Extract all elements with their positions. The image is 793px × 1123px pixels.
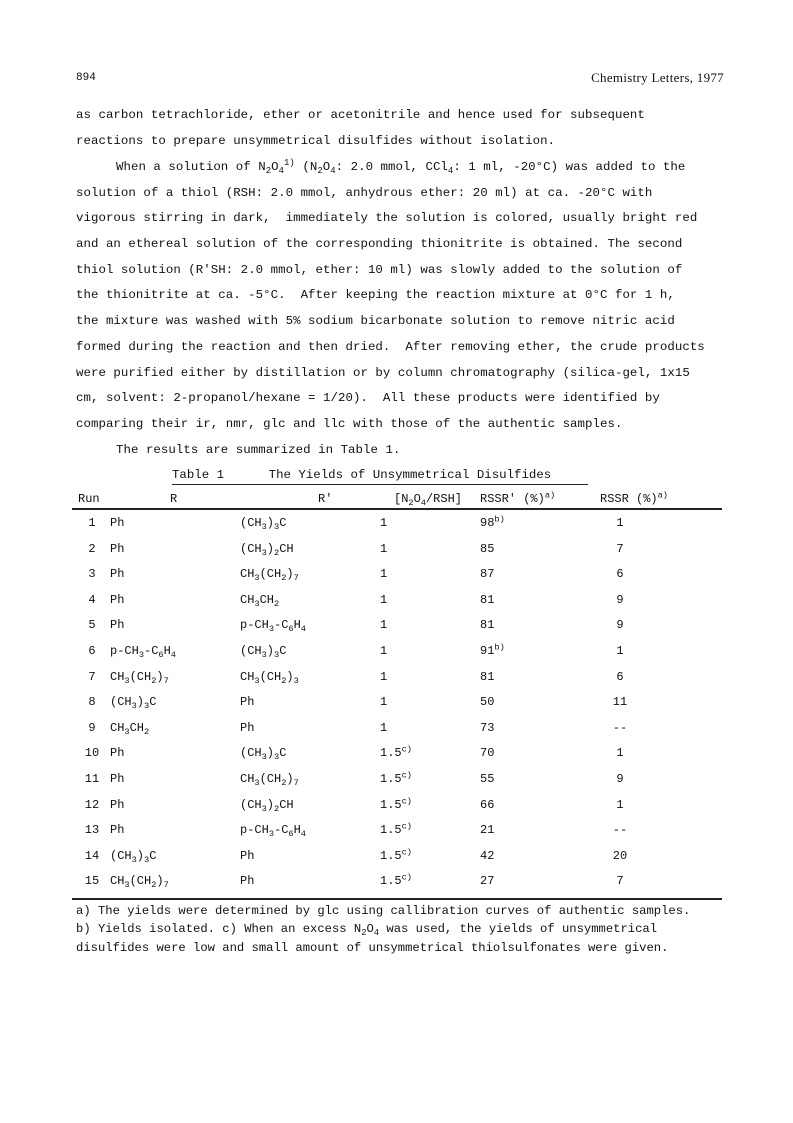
text-line: The results are summarized in Table 1. (116, 443, 401, 457)
table-row (0, 823, 793, 849)
cell-ratio: 1 (380, 567, 388, 582)
cell-rssr-prime: 21 (480, 823, 495, 838)
text-line: comparing their ir, nmr, glc and llc with those of the authentic samples. (76, 417, 623, 431)
cell-r: $CH_3CH_2$ (110, 720, 150, 737)
text-line: vigorous stirring in dark, immediately the solution is colored, usually bright red (76, 211, 698, 225)
table-row (0, 516, 793, 542)
text-line: cm, solvent: 2-propanol/hexane = 1/20). All these products were identified by (76, 391, 660, 405)
footnote-a: a) The yields were determined by glc using callibration curves of authentic samples. (76, 904, 691, 918)
cell-rssr-prime: 42 (480, 848, 495, 863)
header-run: Run (78, 492, 100, 506)
cell-run: 4 (88, 592, 96, 607)
cell-rssr-prime: 73 (480, 720, 495, 735)
cell-r-prime: $p-CH_3-C_6H_4$ (240, 823, 306, 840)
header-ratio: $[N_2O_4/RSH]$ (394, 492, 462, 509)
cell-ratio: 1 (380, 669, 388, 684)
cell-rssr: 9 (616, 592, 624, 607)
cell-r: $p-CH_3-C_6H_4$ (110, 644, 176, 661)
page-number: 894 (76, 72, 96, 84)
header-rssr-prime: RSSR' (%)$^{a)}$ (480, 490, 556, 506)
text-line: thiol solution (R'SH: 2.0 mmol, ether: 10 ml) was slowly added to the solution of (76, 263, 683, 277)
cell-ratio: 1 (380, 541, 388, 556)
text-line: formed during the reaction and then dried. After removing ether, the crude products (76, 340, 705, 354)
cell-r: $(CH_3)_3C$ (110, 695, 157, 712)
text-line: the mixture was washed with 5% sodium bicarbonate solution to remove nitric acid (76, 314, 675, 328)
cell-rssr: 1 (616, 516, 624, 530)
cell-run: 12 (84, 797, 100, 812)
table-row (0, 795, 793, 824)
table-row (0, 542, 793, 568)
cell-rssr: 20 (612, 848, 628, 863)
cell-r-prime: $(CH_3)_3C$ (240, 746, 287, 763)
cell-r-prime: Ph (240, 720, 255, 735)
header-r-prime: R' (318, 492, 333, 506)
cell-rssr: 7 (616, 874, 624, 889)
cell-r: $CH_3(CH_2)_7$ (110, 874, 169, 891)
cell-rssr-prime: 70 (480, 746, 495, 761)
cell-r-prime: Ph (240, 874, 255, 889)
table-row (0, 695, 793, 721)
cell-ratio: 1 (380, 618, 388, 633)
cell-rssr: 1 (616, 746, 624, 761)
cell-rssr: 1 (616, 644, 624, 658)
cell-run: 15 (84, 874, 100, 889)
table-rule-bottom (72, 898, 722, 900)
cell-r-prime: $CH_3(CH_2)_7$ (240, 772, 299, 789)
cell-rssr-prime: 55 (480, 772, 495, 786)
cell-ratio: 1.5$^{c)}$ (380, 872, 412, 889)
cell-ratio: 1 (380, 516, 388, 530)
cell-ratio: 1.5$^{c)}$ (380, 795, 412, 812)
table-row (0, 772, 793, 798)
table-row (0, 618, 793, 644)
cell-rssr: 11 (612, 695, 628, 710)
cell-rssr: -- (612, 720, 628, 735)
cell-ratio: 1.5$^{c)}$ (380, 821, 412, 838)
cell-r-prime: $p-CH_3-C_6H_4$ (240, 618, 306, 635)
cell-run: 14 (84, 848, 100, 863)
cell-rssr: -- (612, 823, 628, 838)
table-rule-top (72, 508, 722, 510)
cell-rssr: 9 (616, 618, 624, 633)
cell-r-prime: $CH_3CH_2$ (240, 592, 280, 609)
text-line: reactions to prepare unsymmetrical disulfides without isolation. (76, 134, 556, 148)
cell-r: $CH_3(CH_2)_7$ (110, 669, 169, 686)
cell-run: 2 (88, 541, 96, 556)
cell-r-prime: Ph (240, 695, 255, 710)
cell-run: 1 (88, 516, 96, 530)
table-caption: Table 1 The Yields of Unsymmetrical Disulfides (172, 468, 552, 482)
cell-run: 3 (88, 567, 96, 582)
cell-r-prime: $CH_3(CH_2)_3$ (240, 669, 299, 686)
cell-ratio: 1 (380, 592, 388, 607)
text-line: the thionitrite at ca. -5°C. After keeping the reaction mixture at 0°C for 1 h, (76, 288, 675, 302)
cell-r: Ph (110, 797, 125, 812)
cell-rssr-prime: 27 (480, 874, 495, 889)
cell-run: 9 (88, 720, 96, 735)
cell-rssr: 6 (616, 567, 624, 582)
cell-rssr-prime: 87 (480, 567, 495, 582)
cell-r: Ph (110, 567, 125, 582)
cell-ratio: 1 (380, 720, 388, 735)
cell-rssr-prime: 85 (480, 541, 495, 556)
cell-r-prime: Ph (240, 848, 255, 863)
cell-rssr: 9 (616, 772, 624, 786)
cell-run: 7 (88, 669, 96, 684)
text-line: solution of a thiol (RSH: 2.0 mmol, anhydrous ether: 20 ml) at ca. -20°C with (76, 186, 653, 200)
cell-r: Ph (110, 592, 125, 607)
cell-run: 6 (88, 644, 96, 658)
cell-rssr-prime: 81 (480, 618, 495, 633)
cell-ratio: 1.5$^{c)}$ (380, 770, 412, 786)
cell-r-prime: $(CH_3)_3C$ (240, 516, 287, 533)
table-row (0, 644, 793, 670)
cell-r: $(CH_3)_3C$ (110, 848, 157, 865)
cell-run: 5 (88, 618, 96, 633)
cell-rssr-prime: 98$^{b)}$ (480, 514, 505, 530)
table-row (0, 874, 793, 900)
cell-r-prime: $(CH_3)_2CH$ (240, 797, 294, 814)
cell-r-prime: $CH_3(CH_2)_7$ (240, 567, 299, 584)
table-row (0, 567, 793, 593)
cell-rssr: 1 (616, 797, 624, 812)
cell-run: 11 (84, 772, 100, 786)
table-row (0, 746, 793, 772)
cell-rssr-prime: 81 (480, 592, 495, 607)
cell-ratio: 1.5$^{c)}$ (380, 847, 412, 863)
table-row (0, 593, 793, 619)
text-line: as carbon tetrachloride, ether or acetonitrile and hence used for subsequent (76, 108, 645, 122)
footnote-c-cont: disulfides were low and small amount of unsymmetrical thiolsulfonates were given. (76, 941, 669, 955)
cell-r-prime: $(CH_3)_2CH$ (240, 541, 294, 558)
cell-ratio: 1 (380, 644, 388, 658)
running-head: Chemistry Letters, 1977 (591, 70, 724, 85)
cell-r: Ph (110, 746, 125, 761)
cell-rssr: 6 (616, 669, 624, 684)
cell-r: Ph (110, 772, 125, 786)
cell-run: 8 (88, 695, 96, 710)
table-row (0, 849, 793, 875)
cell-rssr-prime: 91$^{b)}$ (480, 642, 505, 658)
header-rssr: RSSR (%)$^{a)}$ (600, 490, 668, 506)
cell-run: 13 (84, 823, 100, 838)
table-row (0, 670, 793, 696)
cell-rssr: 7 (616, 541, 624, 556)
cell-r: Ph (110, 541, 125, 556)
footnote-b-c: b) Yields isolated. c) When an excess $N_2O_4$ was used, the yields of unsymmetrical (76, 922, 658, 939)
cell-rssr-prime: 81 (480, 669, 495, 684)
cell-ratio: 1.5$^{c)}$ (380, 744, 412, 761)
text-line: and an ethereal solution of the corresponding thionitrite is obtained. The second (76, 237, 683, 251)
cell-r: Ph (110, 823, 125, 838)
cell-r: Ph (110, 516, 125, 530)
cell-rssr-prime: 50 (480, 695, 495, 710)
table-row (0, 721, 793, 747)
cell-ratio: 1 (380, 695, 388, 710)
cell-run: 10 (84, 746, 100, 761)
text-line: When a solution of $N_2O_4^{1)}$ ($N_2O_4$: 2.0 mmol, CCl$_4$: 1 ml, -20°C) was added to the (116, 158, 686, 177)
caption-underline (172, 484, 588, 485)
cell-r-prime: $(CH_3)_3C$ (240, 644, 287, 661)
text-line: were purified either by distillation or by column chromatography (silica-gel, 1x15 (76, 366, 690, 380)
cell-r: Ph (110, 618, 125, 633)
cell-rssr-prime: 66 (480, 797, 495, 812)
header-r: R (170, 492, 178, 506)
